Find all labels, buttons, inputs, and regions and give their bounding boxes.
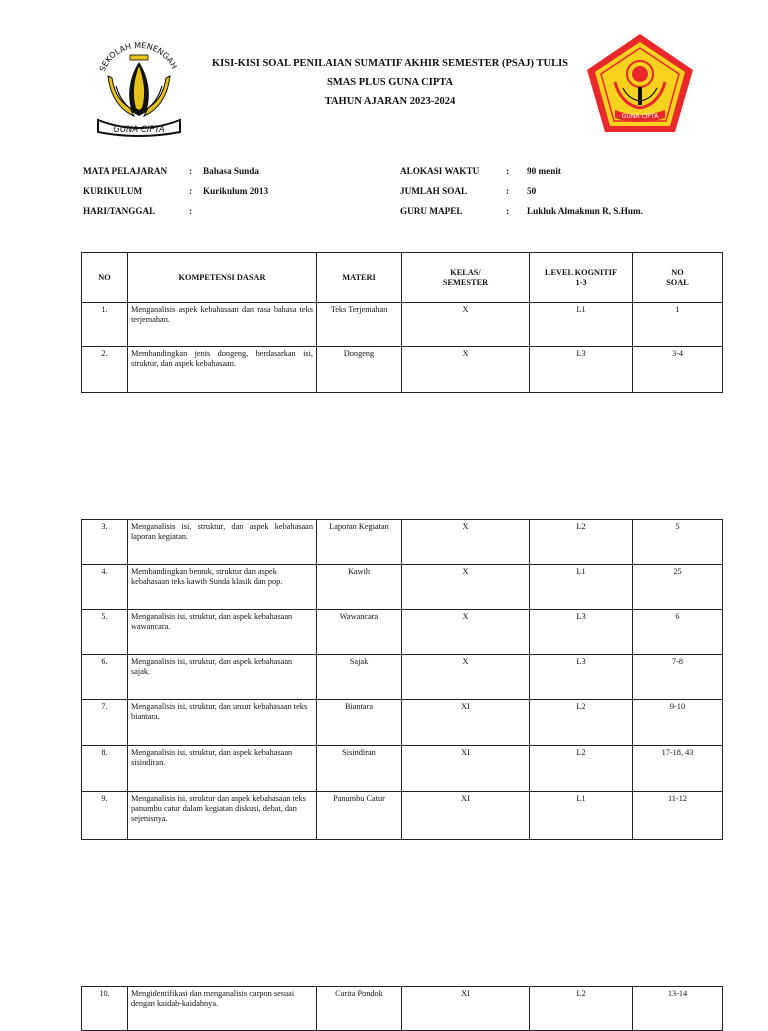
info-label: KURIKULUM xyxy=(83,186,143,196)
kisi-kisi-table-part-2 xyxy=(81,519,723,840)
logo-banner-text: GUNA CIPTA xyxy=(113,125,165,135)
cell-kelas: XI xyxy=(402,792,530,840)
header-kelas-line2: SEMESTER xyxy=(442,277,489,287)
cell-kompetensi-dasar: Menganalisis aspek kebahasaan dan rasa bahasa teks terjemahan. xyxy=(128,303,317,347)
table-row xyxy=(82,520,723,565)
cell-no: 4. xyxy=(82,565,128,610)
cell-kelas: XI xyxy=(402,746,530,792)
kisi-kisi-table-part-1 xyxy=(81,252,723,393)
cell-kompetensi-dasar: Menganalisis isi, struktur, dan aspek kebahasaan sisindiran. xyxy=(128,746,317,792)
header-soal-line1: NO xyxy=(671,267,684,277)
cell-no: 1. xyxy=(82,303,128,347)
cell-kelas: XI xyxy=(402,987,530,1031)
info-colon: : xyxy=(189,206,193,216)
academic-year: TAHUN AJARAN 2023-2024 xyxy=(324,96,456,107)
cell-level: L2 xyxy=(530,700,633,746)
cell-level: L1 xyxy=(530,565,633,610)
cell-kelas: XI xyxy=(402,700,530,746)
cell-materi: Biantara xyxy=(317,700,402,746)
document-title: KISI-KISI SOAL PENILAIAN SUMATIF AKHIR SEMESTER (PSAJ) TULIS xyxy=(211,58,568,69)
cell-no-soal: 17-18, 43 xyxy=(633,746,723,792)
info-colon: : xyxy=(189,186,193,196)
school-logo-right xyxy=(585,32,695,134)
info-value: 50 xyxy=(527,186,537,196)
cell-no: 7. xyxy=(82,700,128,746)
header-no: NO xyxy=(82,253,128,303)
header-no-soal xyxy=(633,253,723,303)
cell-kompetensi-dasar: Menganalisis isi, struktur, dan aspek kebahasaan sajak. xyxy=(128,655,317,700)
cell-level: L3 xyxy=(530,347,633,393)
table-row xyxy=(82,746,723,792)
cell-materi: Teks Terjemahan xyxy=(317,303,402,347)
logo-right-banner-text: GUNA CIPTA xyxy=(621,113,659,120)
table-row xyxy=(82,347,723,393)
cell-kompetensi-dasar: Membandingkan bentuk, struktur dan aspek kebahasaan teks kawih Sunda klasik dan pop. xyxy=(128,565,317,610)
info-colon: : xyxy=(506,206,510,216)
cell-no-soal: 3-4 xyxy=(633,347,723,393)
info-value: 90 menit xyxy=(527,166,561,176)
cell-no: 8. xyxy=(82,746,128,792)
info-value: Kurikulum 2013 xyxy=(203,186,269,196)
info-colon: : xyxy=(506,166,510,176)
info-label: HARI/TANGGAL xyxy=(83,206,156,216)
cell-kompetensi-dasar: Mengidentifikasi dan menganalisis carpon sesuai dengan kaidah-kaidahnya. xyxy=(128,987,317,1031)
cell-kompetensi-dasar: Menganalisis isi, struktur, dan aspek kebahasaan laporan kegiatan. xyxy=(128,520,317,565)
cell-materi: Laporan Kegiatan xyxy=(317,520,402,565)
header-kelas-semester xyxy=(402,253,530,303)
cell-materi: Dongeng xyxy=(317,347,402,393)
cell-no-soal: 11-12 xyxy=(633,792,723,840)
info-label: JUMLAH SOAL xyxy=(400,186,468,196)
cell-materi: Sisindiran xyxy=(317,746,402,792)
cell-kelas: X xyxy=(402,655,530,700)
header-soal-line2: SOAL xyxy=(666,277,689,287)
table-row xyxy=(82,792,723,840)
cell-level: L3 xyxy=(530,655,633,700)
header-materi: MATERI xyxy=(317,253,402,303)
cell-kelas: X xyxy=(402,565,530,610)
cell-level: L1 xyxy=(530,303,633,347)
cell-kompetensi-dasar: Membandingkan jenis dongeng, berdasarkan isi, struktur, dan aspek kebahasaan. xyxy=(128,347,317,393)
cell-no-soal: 6 xyxy=(633,610,723,655)
header-level-line1: LEVEL KOGNITIF xyxy=(544,267,618,277)
table-row xyxy=(82,303,723,347)
cell-level: L2 xyxy=(530,746,633,792)
cell-no-soal: 13-14 xyxy=(633,987,723,1031)
cell-kelas: X xyxy=(402,303,530,347)
cell-no: 2. xyxy=(82,347,128,393)
cell-kompetensi-dasar: Menganalisis isi, struktur, dan aspek kebahasaan wawancara. xyxy=(128,610,317,655)
info-colon: : xyxy=(189,166,193,176)
cell-materi: Panumbu Catur xyxy=(317,792,402,840)
cell-kompetensi-dasar: Menganalisis isi, struktur dan aspek kebahasaan teks panumbu catur dalam kegiatan diskusi, debat, dan sejenisnya. xyxy=(128,792,317,840)
cell-materi: Wawancara xyxy=(317,610,402,655)
document-header xyxy=(190,54,590,111)
cell-no-soal: 9-10 xyxy=(633,700,723,746)
info-label: GURU MAPEL xyxy=(400,206,463,216)
cell-materi: Carita Pondok xyxy=(317,987,402,1031)
cell-kelas: X xyxy=(402,347,530,393)
table-row xyxy=(82,610,723,655)
info-label: MATA PELAJARAN xyxy=(83,166,168,176)
cell-level: L3 xyxy=(530,610,633,655)
info-value: Bahasa Sunda xyxy=(203,166,259,176)
cell-kelas: X xyxy=(402,520,530,565)
kisi-kisi-table-part-3 xyxy=(81,986,723,1031)
header-level-line2: 1-3 xyxy=(575,277,587,287)
cell-materi: Kawih xyxy=(317,565,402,610)
cell-level: L2 xyxy=(530,987,633,1031)
logo-arc-text: SEKOLAH MENENGAH xyxy=(97,40,179,73)
cell-level: L1 xyxy=(530,792,633,840)
header-kelas-line1: KELAS/ xyxy=(450,267,481,277)
header-level-kognitif xyxy=(530,253,633,303)
cell-no-soal: 25 xyxy=(633,565,723,610)
cell-kelas: X xyxy=(402,610,530,655)
school-name: SMAS PLUS GUNA CIPTA xyxy=(326,77,454,88)
info-value: Lukluk Almaknun R, S.Hum. xyxy=(527,206,643,216)
cell-no-soal: 1 xyxy=(633,303,723,347)
header-kompetensi-dasar: KOMPETENSI DASAR xyxy=(128,253,317,303)
info-colon: : xyxy=(506,186,510,196)
cell-no: 9. xyxy=(82,792,128,840)
cell-no: 6. xyxy=(82,655,128,700)
cell-level: L2 xyxy=(530,520,633,565)
cell-no-soal: 5 xyxy=(633,520,723,565)
cell-materi: Sajak xyxy=(317,655,402,700)
table-row xyxy=(82,565,723,610)
cell-no-soal: 7-8 xyxy=(633,655,723,700)
cell-kompetensi-dasar: Menganalisis isi, struktur, dan unsur kebahasaan teks biantara. xyxy=(128,700,317,746)
table-row xyxy=(82,700,723,746)
cell-no: 5. xyxy=(82,610,128,655)
cell-no: 3. xyxy=(82,520,128,565)
school-logo-left xyxy=(94,36,184,140)
cell-no: 10. xyxy=(82,987,128,1031)
table-header-row xyxy=(82,253,723,303)
table-row xyxy=(82,655,723,700)
info-label: ALOKASI WAKTU xyxy=(400,166,480,176)
